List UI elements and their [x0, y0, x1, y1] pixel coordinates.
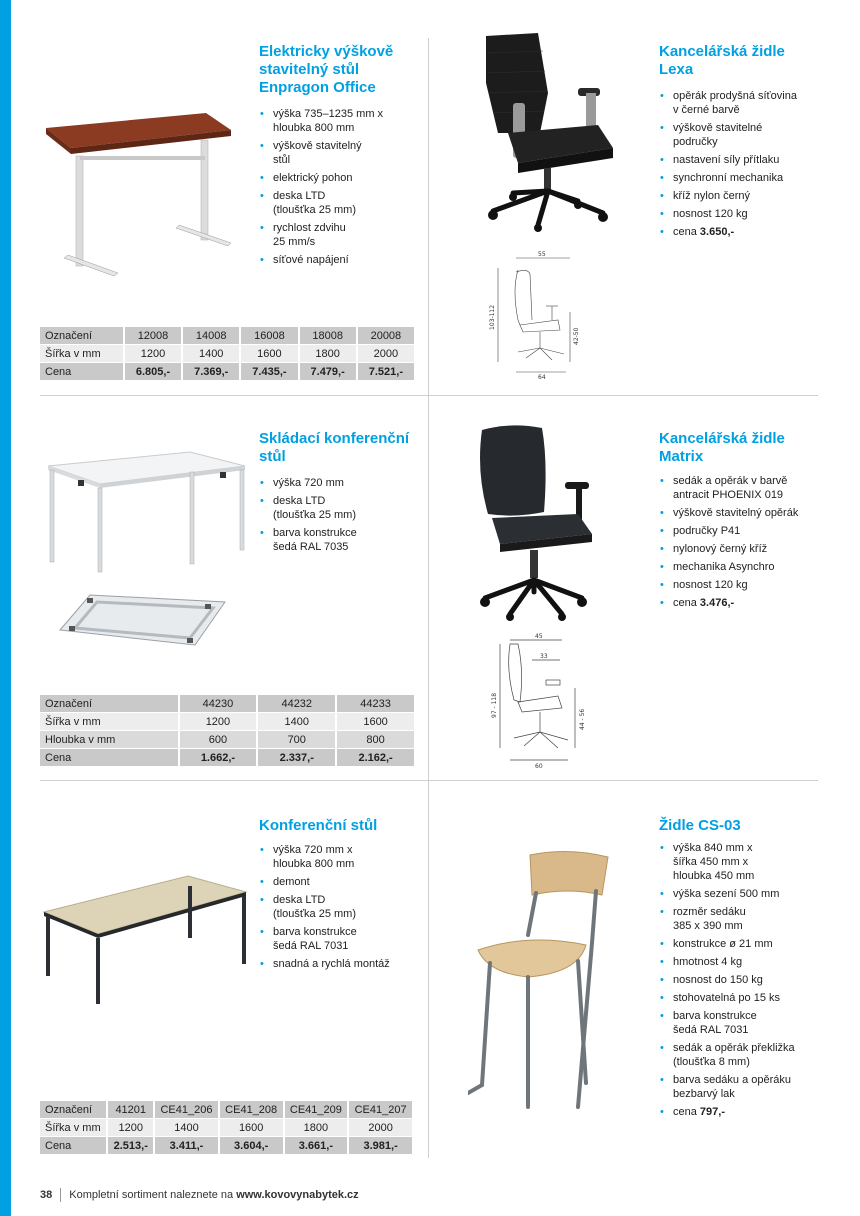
footer-text: Kompletní sortiment naleznete na	[69, 1188, 234, 1201]
price-cell: 3.661,-	[284, 1137, 349, 1155]
price-cell: 2.162,-	[336, 749, 415, 767]
feature-item: • výškově stavitelný stůl	[259, 139, 419, 167]
dimension-label: 44 - 56	[579, 708, 586, 730]
price-cell: 7.479,-	[299, 363, 357, 381]
feature-item: • mechanika Asynchro	[659, 560, 829, 574]
feature-list-lexa	[659, 89, 829, 243]
feature-item: • výškově stavitelný opěrák	[659, 506, 829, 520]
price-cell: 6.805,-	[124, 363, 182, 381]
table-cell: 2000	[357, 345, 415, 363]
dimension-label: 42-50	[573, 327, 580, 345]
feature-item: • výška 840 mm x šířka 450 mm x hloubka 450 mm	[659, 841, 829, 883]
feature-item: • nosnost 120 kg	[659, 578, 829, 592]
price-cell: 7.435,-	[240, 363, 298, 381]
price-cell: 3.411,-	[154, 1137, 219, 1155]
feature-item: • sedák a opěrák v barvě antracit PHOENIX 019	[659, 474, 829, 502]
feature-item: • barva sedáku a opěráku bezbarvý lak	[659, 1073, 829, 1101]
office-chair-matrix-image	[470, 422, 610, 622]
feature-list-conference-table	[259, 843, 419, 975]
row-label: Označení	[40, 327, 124, 345]
feature-item: • rychlost zdvihu 25 mm/s	[259, 221, 419, 249]
product-title-matrix: Kancelářská židle Matrix	[659, 430, 785, 465]
spec-table-folding-table	[40, 695, 416, 767]
price-item	[659, 596, 829, 610]
feature-item: • synchronní mechanika	[659, 171, 829, 185]
table-cell: 44232	[257, 695, 336, 713]
feature-item: • výška sezení 500 mm	[659, 887, 829, 901]
table-cell: 20008	[357, 327, 415, 345]
product-title-lexa: Kancelářská židle Lexa	[659, 43, 785, 78]
accent-edge-bar	[0, 0, 11, 1216]
spec-table-conference-table	[40, 1101, 414, 1155]
row-label: Hloubka v mm	[40, 731, 179, 749]
table-row	[40, 363, 415, 381]
feature-item: • deska LTD (tloušťka 25 mm)	[259, 893, 419, 921]
table-cell: 44230	[179, 695, 258, 713]
feature-item: • demont	[259, 875, 419, 889]
lexa-dimension-drawing	[478, 250, 588, 380]
feature-item: • výška 720 mm	[259, 476, 419, 490]
table-cell: 14008	[182, 327, 240, 345]
row-label: Označení	[40, 1101, 107, 1119]
price-cell: 1.662,-	[179, 749, 258, 767]
dimension-label: 33	[540, 653, 548, 660]
table-row	[40, 731, 415, 749]
feature-item: • kříž nylon černý	[659, 189, 829, 203]
spec-table-enpragon	[40, 327, 416, 381]
dimension-label: 55	[538, 251, 546, 258]
row-divider-2	[40, 780, 818, 781]
row-label: Šířka v mm	[40, 1119, 107, 1137]
table-row	[40, 1101, 413, 1119]
website-link[interactable]: www.kovovynabytek.cz	[236, 1188, 359, 1201]
table-cell: 1200	[124, 345, 182, 363]
table-cell: 1800	[284, 1119, 349, 1137]
price-cell: 3.981,-	[348, 1137, 413, 1155]
dimension-label: 103-112	[489, 304, 496, 330]
product-title-folding-table: Skládací konferenční stůl	[259, 430, 410, 465]
price-item	[659, 1105, 829, 1119]
feature-item: • sedák a opěrák překližka (tloušťka 8 mm)	[659, 1041, 829, 1069]
feature-list-matrix	[659, 474, 829, 614]
folding-table-image	[40, 444, 250, 574]
feature-item: • snadná a rychlá montáž	[259, 957, 419, 971]
table-cell: 1600	[219, 1119, 284, 1137]
matrix-dimension-drawing	[480, 630, 595, 770]
table-cell: CE41_209	[284, 1101, 349, 1119]
table-cell: 1600	[240, 345, 298, 363]
table-row	[40, 713, 415, 731]
table-cell: 800	[336, 731, 415, 749]
row-label: Šířka v mm	[40, 345, 124, 363]
table-cell: 16008	[240, 327, 298, 345]
table-cell: 44233	[336, 695, 415, 713]
price-cell: 3.604,-	[219, 1137, 284, 1155]
table-cell: 1400	[154, 1119, 219, 1137]
price-label: cena	[673, 226, 697, 238]
price-label: cena	[673, 1106, 697, 1118]
price-label: cena	[673, 597, 697, 609]
table-cell: 41201	[107, 1101, 154, 1119]
feature-item: • deska LTD (tloušťka 25 mm)	[259, 189, 419, 217]
feature-item: • konstrukce ø 21 mm	[659, 937, 829, 951]
column-divider	[428, 38, 429, 1158]
page-number: 38	[40, 1188, 53, 1201]
table-cell: 700	[257, 731, 336, 749]
table-cell: 1800	[299, 345, 357, 363]
price-value: 3.650,-	[699, 226, 735, 238]
table-cell: 1200	[107, 1119, 154, 1137]
folding-table-folded-image	[55, 590, 230, 652]
feature-item: • nosnost do 150 kg	[659, 973, 829, 987]
table-cell: CE41_208	[219, 1101, 284, 1119]
dimension-label: 45	[535, 633, 543, 640]
price-cell: 7.521,-	[357, 363, 415, 381]
table-cell: 1600	[336, 713, 415, 731]
office-chair-lexa-image	[478, 33, 628, 233]
feature-item: • elektrický pohon	[259, 171, 419, 185]
table-cell: 2000	[348, 1119, 413, 1137]
table-cell: 18008	[299, 327, 357, 345]
row-divider-1	[40, 395, 818, 396]
feature-item: • výška 735–1235 mm x hloubka 800 mm	[259, 107, 419, 135]
table-cell: 1400	[182, 345, 240, 363]
feature-item: • nastavení síly přítlaku	[659, 153, 829, 167]
row-label: Označení	[40, 695, 179, 713]
table-row	[40, 695, 415, 713]
feature-list-folding-table	[259, 476, 419, 558]
feature-list-cs03	[659, 841, 829, 1123]
dimension-label: 97 - 118	[491, 692, 498, 718]
row-label: Cena	[40, 749, 179, 767]
table-cell: CE41_207	[348, 1101, 413, 1119]
product-title-enpragon: Elektricky výškově stavitelný stůl Enpragon Office	[259, 43, 394, 96]
table-row	[40, 1137, 413, 1155]
feature-item: • nosnost 120 kg	[659, 207, 829, 221]
row-label: Cena	[40, 1137, 107, 1155]
price-value: 797,-	[699, 1106, 725, 1118]
table-cell: 1400	[257, 713, 336, 731]
table-cell: 12008	[124, 327, 182, 345]
feature-item: • výškově stavitelné područky	[659, 121, 829, 149]
feature-item: • deska LTD (tloušťka 25 mm)	[259, 494, 419, 522]
stacking-chair-cs03-image	[468, 845, 618, 1115]
feature-item: • barva konstrukce šedá RAL 7031	[659, 1009, 829, 1037]
feature-item: • rozměr sedáku 385 x 390 mm	[659, 905, 829, 933]
row-label: Cena	[40, 363, 124, 381]
dimension-label: 60	[535, 763, 543, 770]
table-row	[40, 345, 415, 363]
row-label: Šířka v mm	[40, 713, 179, 731]
dimension-label: 64	[538, 374, 546, 380]
table-row	[40, 749, 415, 767]
table-row	[40, 327, 415, 345]
product-title-cs03: Židle CS-03	[659, 817, 741, 834]
price-cell: 7.369,-	[182, 363, 240, 381]
price-cell: 2.337,-	[257, 749, 336, 767]
price-cell: 2.513,-	[107, 1137, 154, 1155]
feature-item: • výška 720 mm x hloubka 800 mm	[259, 843, 419, 871]
feature-item: • opěrák prodyšná síťovina v černé barvě	[659, 89, 829, 117]
feature-item: • barva konstrukce šedá RAL 7031	[259, 925, 419, 953]
feature-item: • hmotnost 4 kg	[659, 955, 829, 969]
feature-item: • barva konstrukce šedá RAL 7035	[259, 526, 419, 554]
feature-item: • područky P41	[659, 524, 829, 538]
feature-item: • nylonový černý kříž	[659, 542, 829, 556]
feature-item: • síťové napájení	[259, 253, 419, 267]
footer-separator	[60, 1188, 61, 1202]
price-item	[659, 225, 829, 239]
feature-item: • stohovatelná po 15 ks	[659, 991, 829, 1005]
conference-table-image	[38, 872, 250, 1007]
price-value: 3.476,-	[699, 597, 735, 609]
table-row	[40, 1119, 413, 1137]
table-cell: CE41_206	[154, 1101, 219, 1119]
feature-list-enpragon	[259, 107, 419, 271]
table-cell: 600	[179, 731, 258, 749]
page-footer	[40, 1188, 359, 1202]
product-title-conference-table: Konferenční stůl	[259, 817, 378, 834]
table-cell: 1200	[179, 713, 258, 731]
electric-desk-image	[36, 108, 236, 283]
